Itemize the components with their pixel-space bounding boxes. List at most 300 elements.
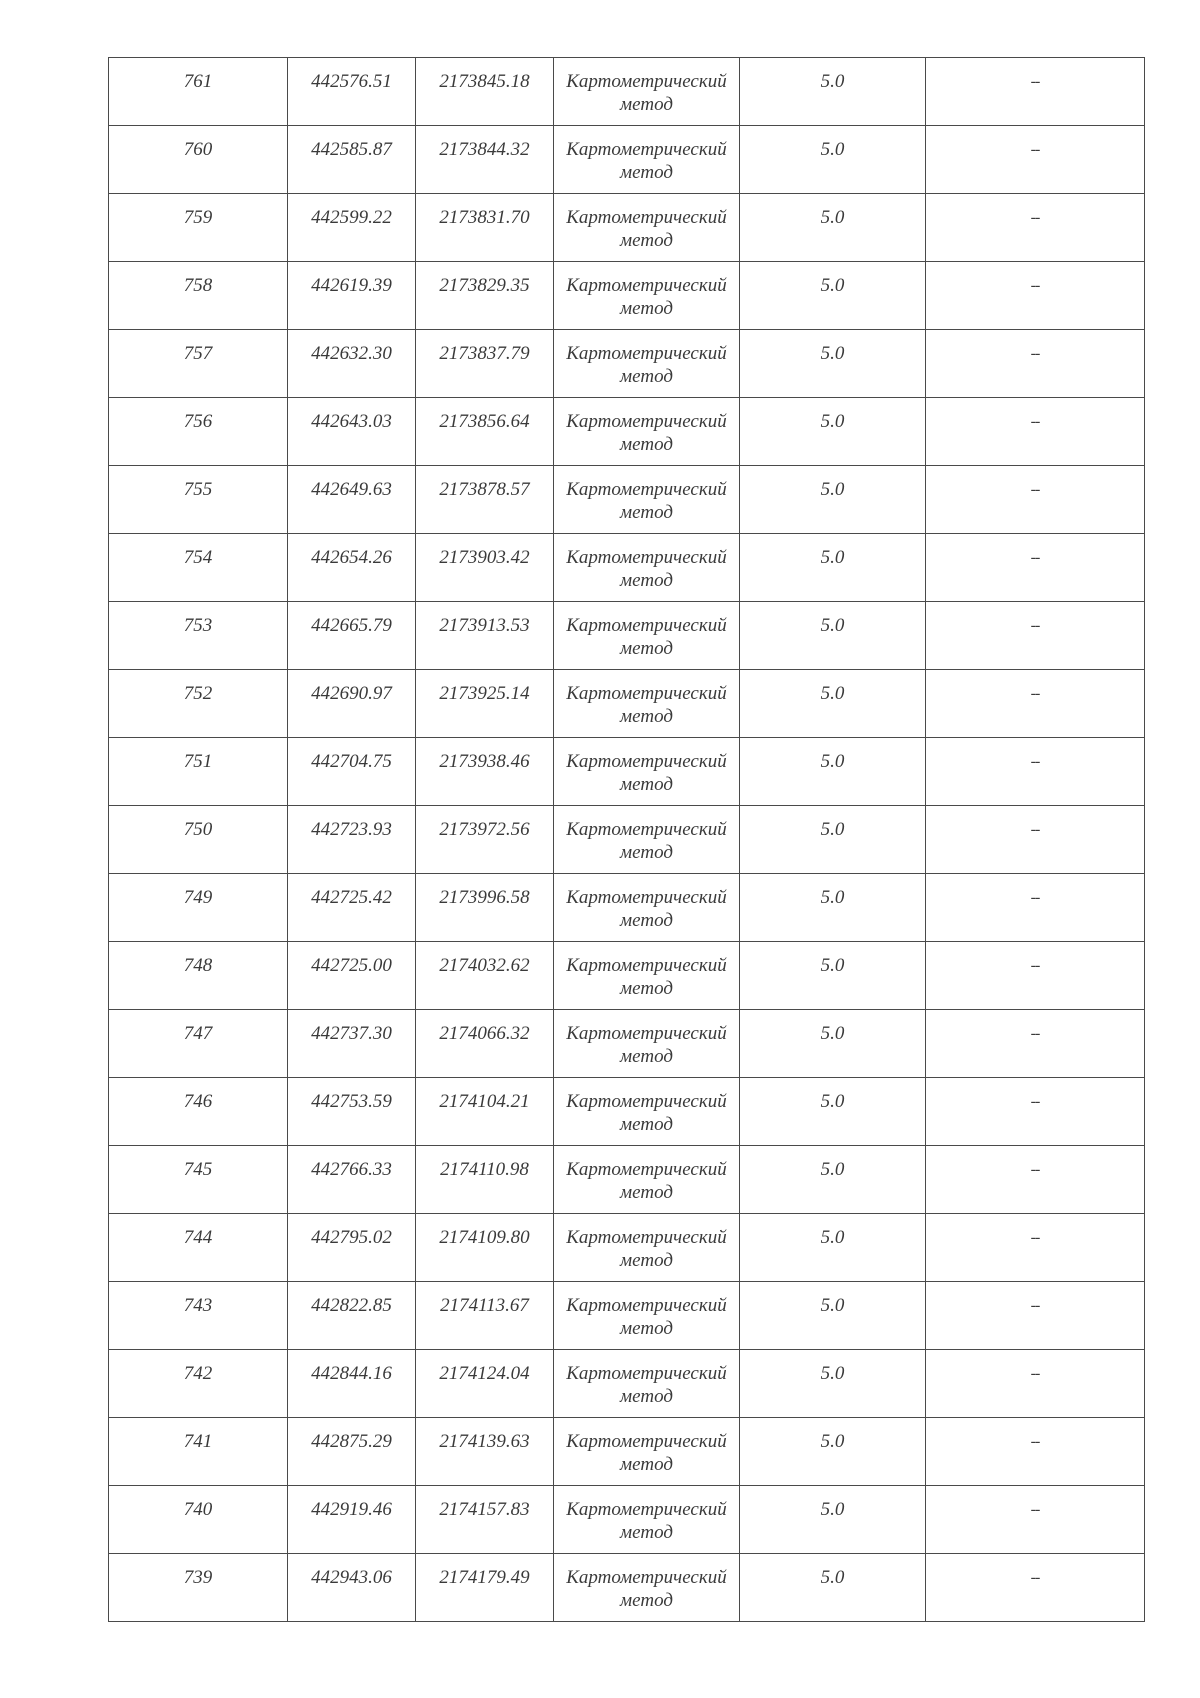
method-cell bbox=[554, 942, 740, 1010]
table-row bbox=[109, 1078, 1145, 1146]
method-value bbox=[554, 1078, 739, 1136]
accuracy-value: 5.0 bbox=[820, 887, 845, 908]
accuracy-cell bbox=[740, 398, 926, 466]
x-coordinate-cell bbox=[288, 1282, 416, 1350]
note-cell bbox=[926, 670, 1145, 738]
x-coordinate-cell bbox=[288, 466, 416, 534]
method-line-1: Картометрический bbox=[566, 1023, 727, 1044]
y-coordinate-cell bbox=[416, 1554, 554, 1622]
x-coordinate-value: 442725.00 bbox=[311, 955, 392, 976]
method-value bbox=[554, 398, 739, 456]
y-coordinate-value: 2173837.79 bbox=[439, 343, 530, 364]
x-coordinate-cell bbox=[288, 126, 416, 194]
x-coordinate-cell bbox=[288, 602, 416, 670]
method-line-1: Картометрический bbox=[566, 615, 727, 636]
y-coordinate-value: 2174139.63 bbox=[439, 1431, 530, 1452]
x-coordinate-cell bbox=[288, 398, 416, 466]
table-row bbox=[109, 398, 1145, 466]
method-line-2: метод bbox=[620, 706, 673, 727]
point-number-cell bbox=[109, 1078, 288, 1146]
x-coordinate-cell bbox=[288, 1554, 416, 1622]
method-value bbox=[554, 874, 739, 932]
point-number-value: 758 bbox=[183, 275, 213, 296]
table-row bbox=[109, 1554, 1145, 1622]
x-coordinate-value: 442654.26 bbox=[311, 547, 392, 568]
accuracy-value: 5.0 bbox=[820, 683, 845, 704]
method-value bbox=[554, 1214, 739, 1272]
note-cell bbox=[926, 126, 1145, 194]
point-number-cell bbox=[109, 126, 288, 194]
x-coordinate-cell bbox=[288, 942, 416, 1010]
method-line-1: Картометрический bbox=[566, 547, 727, 568]
accuracy-cell bbox=[740, 1010, 926, 1078]
accuracy-value: 5.0 bbox=[820, 1023, 845, 1044]
y-coordinate-value: 2173856.64 bbox=[439, 411, 530, 432]
accuracy-value: 5.0 bbox=[820, 1363, 845, 1384]
point-number-cell bbox=[109, 1350, 288, 1418]
point-number-value: 759 bbox=[183, 207, 213, 228]
point-number-value: 746 bbox=[183, 1091, 213, 1112]
note-value: -- bbox=[1030, 413, 1040, 430]
x-coordinate-cell bbox=[288, 58, 416, 126]
point-number-value: 740 bbox=[183, 1499, 213, 1520]
method-line-1: Картометрический bbox=[566, 343, 727, 364]
method-cell bbox=[554, 1078, 740, 1146]
y-coordinate-cell bbox=[416, 194, 554, 262]
method-value bbox=[554, 806, 739, 864]
method-line-2: метод bbox=[620, 570, 673, 591]
accuracy-cell bbox=[740, 738, 926, 806]
x-coordinate-cell bbox=[288, 1486, 416, 1554]
accuracy-value: 5.0 bbox=[820, 479, 845, 500]
accuracy-cell bbox=[740, 330, 926, 398]
note-cell bbox=[926, 806, 1145, 874]
coordinates-table-body bbox=[109, 58, 1145, 1622]
point-number-value: 757 bbox=[183, 343, 213, 364]
method-cell bbox=[554, 874, 740, 942]
method-value bbox=[554, 670, 739, 728]
accuracy-value: 5.0 bbox=[820, 1295, 845, 1316]
y-coordinate-cell bbox=[416, 58, 554, 126]
y-coordinate-value: 2173878.57 bbox=[439, 479, 530, 500]
method-line-2: метод bbox=[620, 978, 673, 999]
note-value: -- bbox=[1030, 1297, 1040, 1314]
method-line-2: метод bbox=[620, 910, 673, 931]
method-line-1: Картометрический bbox=[566, 207, 727, 228]
point-number-value: 747 bbox=[183, 1023, 213, 1044]
note-cell bbox=[926, 466, 1145, 534]
note-value: -- bbox=[1030, 73, 1040, 90]
method-cell bbox=[554, 466, 740, 534]
y-coordinate-value: 2174124.04 bbox=[439, 1363, 530, 1384]
note-cell bbox=[926, 1486, 1145, 1554]
method-value bbox=[554, 1350, 739, 1408]
accuracy-value: 5.0 bbox=[820, 1431, 845, 1452]
note-value: -- bbox=[1030, 889, 1040, 906]
point-number-value: 756 bbox=[183, 411, 213, 432]
accuracy-cell bbox=[740, 466, 926, 534]
method-line-2: метод bbox=[620, 1386, 673, 1407]
method-line-1: Картометрический bbox=[566, 1431, 727, 1452]
method-line-2: метод bbox=[620, 230, 673, 251]
x-coordinate-value: 442875.29 bbox=[311, 1431, 392, 1452]
table-row bbox=[109, 262, 1145, 330]
method-line-1: Картометрический bbox=[566, 71, 727, 92]
method-line-2: метод bbox=[620, 298, 673, 319]
y-coordinate-cell bbox=[416, 874, 554, 942]
table-row bbox=[109, 1146, 1145, 1214]
method-value bbox=[554, 942, 739, 1000]
table-row bbox=[109, 806, 1145, 874]
y-coordinate-value: 2173903.42 bbox=[439, 547, 530, 568]
accuracy-cell bbox=[740, 1282, 926, 1350]
method-value bbox=[554, 330, 739, 388]
y-coordinate-cell bbox=[416, 330, 554, 398]
x-coordinate-value: 442943.06 bbox=[311, 1567, 392, 1588]
y-coordinate-cell bbox=[416, 466, 554, 534]
table-row bbox=[109, 670, 1145, 738]
method-line-2: метод bbox=[620, 1454, 673, 1475]
x-coordinate-value: 442632.30 bbox=[311, 343, 392, 364]
method-value bbox=[554, 534, 739, 592]
accuracy-value: 5.0 bbox=[820, 343, 845, 364]
x-coordinate-value: 442619.39 bbox=[311, 275, 392, 296]
method-value bbox=[554, 126, 739, 184]
y-coordinate-value: 2173913.53 bbox=[439, 615, 530, 636]
x-coordinate-value: 442704.75 bbox=[311, 751, 392, 772]
note-cell bbox=[926, 1350, 1145, 1418]
accuracy-cell bbox=[740, 1078, 926, 1146]
point-number-value: 760 bbox=[183, 139, 213, 160]
method-line-1: Картометрический bbox=[566, 683, 727, 704]
y-coordinate-cell bbox=[416, 738, 554, 806]
y-coordinate-value: 2173996.58 bbox=[439, 887, 530, 908]
method-cell bbox=[554, 602, 740, 670]
method-line-1: Картометрический bbox=[566, 411, 727, 432]
accuracy-value: 5.0 bbox=[820, 1227, 845, 1248]
method-line-1: Картометрический bbox=[566, 1295, 727, 1316]
point-number-cell bbox=[109, 534, 288, 602]
y-coordinate-value: 2174032.62 bbox=[439, 955, 530, 976]
method-line-1: Картометрический bbox=[566, 955, 727, 976]
method-line-1: Картометрический bbox=[566, 275, 727, 296]
method-line-2: метод bbox=[620, 366, 673, 387]
method-line-1: Картометрический bbox=[566, 139, 727, 160]
point-number-cell bbox=[109, 1214, 288, 1282]
method-line-2: метод bbox=[620, 162, 673, 183]
y-coordinate-cell bbox=[416, 942, 554, 1010]
y-coordinate-cell bbox=[416, 534, 554, 602]
accuracy-cell bbox=[740, 194, 926, 262]
x-coordinate-value: 442723.93 bbox=[311, 819, 392, 840]
method-line-2: метод bbox=[620, 434, 673, 455]
method-line-1: Картометрический bbox=[566, 1159, 727, 1180]
point-number-value: 744 bbox=[183, 1227, 213, 1248]
table-row bbox=[109, 194, 1145, 262]
point-number-value: 753 bbox=[183, 615, 213, 636]
note-value: -- bbox=[1030, 345, 1040, 362]
point-number-value: 743 bbox=[183, 1295, 213, 1316]
point-number-cell bbox=[109, 262, 288, 330]
table-row bbox=[109, 1350, 1145, 1418]
point-number-cell bbox=[109, 58, 288, 126]
x-coordinate-value: 442822.85 bbox=[311, 1295, 392, 1316]
note-cell bbox=[926, 602, 1145, 670]
method-value bbox=[554, 58, 739, 116]
method-cell bbox=[554, 1010, 740, 1078]
y-coordinate-cell bbox=[416, 1010, 554, 1078]
accuracy-cell bbox=[740, 1146, 926, 1214]
table-row bbox=[109, 1282, 1145, 1350]
method-cell bbox=[554, 194, 740, 262]
x-coordinate-cell bbox=[288, 1146, 416, 1214]
point-number-cell bbox=[109, 1146, 288, 1214]
y-coordinate-cell bbox=[416, 602, 554, 670]
accuracy-cell bbox=[740, 602, 926, 670]
note-value: -- bbox=[1030, 957, 1040, 974]
accuracy-cell bbox=[740, 58, 926, 126]
x-coordinate-cell bbox=[288, 874, 416, 942]
y-coordinate-value: 2174157.83 bbox=[439, 1499, 530, 1520]
y-coordinate-value: 2174104.21 bbox=[439, 1091, 530, 1112]
method-cell bbox=[554, 1350, 740, 1418]
y-coordinate-cell bbox=[416, 1282, 554, 1350]
accuracy-cell bbox=[740, 1418, 926, 1486]
table-row bbox=[109, 534, 1145, 602]
note-cell bbox=[926, 874, 1145, 942]
point-number-value: 751 bbox=[183, 751, 213, 772]
note-cell bbox=[926, 1554, 1145, 1622]
note-cell bbox=[926, 398, 1145, 466]
accuracy-cell bbox=[740, 126, 926, 194]
y-coordinate-cell bbox=[416, 1146, 554, 1214]
method-line-2: метод bbox=[620, 502, 673, 523]
x-coordinate-cell bbox=[288, 738, 416, 806]
note-value: -- bbox=[1030, 1161, 1040, 1178]
method-line-2: метод bbox=[620, 94, 673, 115]
accuracy-value: 5.0 bbox=[820, 71, 845, 92]
note-value: -- bbox=[1030, 1501, 1040, 1518]
note-cell bbox=[926, 1146, 1145, 1214]
y-coordinate-value: 2173845.18 bbox=[439, 71, 530, 92]
point-number-cell bbox=[109, 602, 288, 670]
accuracy-value: 5.0 bbox=[820, 1159, 845, 1180]
x-coordinate-value: 442576.51 bbox=[311, 71, 392, 92]
accuracy-value: 5.0 bbox=[820, 1499, 845, 1520]
accuracy-value: 5.0 bbox=[820, 615, 845, 636]
accuracy-cell bbox=[740, 534, 926, 602]
point-number-cell bbox=[109, 1418, 288, 1486]
accuracy-value: 5.0 bbox=[820, 819, 845, 840]
x-coordinate-value: 442919.46 bbox=[311, 1499, 392, 1520]
accuracy-value: 5.0 bbox=[820, 955, 845, 976]
method-cell bbox=[554, 126, 740, 194]
accuracy-value: 5.0 bbox=[820, 1091, 845, 1112]
point-number-cell bbox=[109, 942, 288, 1010]
point-number-cell bbox=[109, 874, 288, 942]
point-number-cell bbox=[109, 738, 288, 806]
y-coordinate-value: 2173831.70 bbox=[439, 207, 530, 228]
table-row bbox=[109, 874, 1145, 942]
method-cell bbox=[554, 806, 740, 874]
table-row bbox=[109, 330, 1145, 398]
note-value: -- bbox=[1030, 617, 1040, 634]
x-coordinate-cell bbox=[288, 194, 416, 262]
point-number-value: 750 bbox=[183, 819, 213, 840]
x-coordinate-value: 442665.79 bbox=[311, 615, 392, 636]
y-coordinate-cell bbox=[416, 398, 554, 466]
y-coordinate-cell bbox=[416, 1418, 554, 1486]
y-coordinate-cell bbox=[416, 126, 554, 194]
accuracy-cell bbox=[740, 1214, 926, 1282]
point-number-value: 749 bbox=[183, 887, 213, 908]
accuracy-value: 5.0 bbox=[820, 139, 845, 160]
method-line-2: метод bbox=[620, 1046, 673, 1067]
method-value bbox=[554, 1146, 739, 1204]
note-value: -- bbox=[1030, 1093, 1040, 1110]
method-line-2: метод bbox=[620, 842, 673, 863]
method-line-1: Картометрический bbox=[566, 1363, 727, 1384]
method-cell bbox=[554, 330, 740, 398]
accuracy-value: 5.0 bbox=[820, 547, 845, 568]
x-coordinate-value: 442599.22 bbox=[311, 207, 392, 228]
x-coordinate-cell bbox=[288, 1418, 416, 1486]
accuracy-cell bbox=[740, 1554, 926, 1622]
y-coordinate-value: 2173972.56 bbox=[439, 819, 530, 840]
y-coordinate-value: 2173925.14 bbox=[439, 683, 530, 704]
note-value: -- bbox=[1030, 277, 1040, 294]
method-line-1: Картометрический bbox=[566, 887, 727, 908]
note-cell bbox=[926, 534, 1145, 602]
note-value: -- bbox=[1030, 821, 1040, 838]
method-cell bbox=[554, 58, 740, 126]
point-number-cell bbox=[109, 1010, 288, 1078]
x-coordinate-value: 442844.16 bbox=[311, 1363, 392, 1384]
method-cell bbox=[554, 1214, 740, 1282]
point-number-value: 755 bbox=[183, 479, 213, 500]
note-value: -- bbox=[1030, 753, 1040, 770]
method-line-1: Картометрический bbox=[566, 819, 727, 840]
accuracy-value: 5.0 bbox=[820, 275, 845, 296]
method-value bbox=[554, 602, 739, 660]
point-number-value: 752 bbox=[183, 683, 213, 704]
method-value bbox=[554, 262, 739, 320]
method-value bbox=[554, 738, 739, 796]
note-value: -- bbox=[1030, 1433, 1040, 1450]
method-line-1: Картометрический bbox=[566, 1091, 727, 1112]
note-cell bbox=[926, 58, 1145, 126]
y-coordinate-cell bbox=[416, 1214, 554, 1282]
table-row bbox=[109, 126, 1145, 194]
point-number-cell bbox=[109, 806, 288, 874]
x-coordinate-cell bbox=[288, 1350, 416, 1418]
table-row bbox=[109, 738, 1145, 806]
note-cell bbox=[926, 942, 1145, 1010]
accuracy-value: 5.0 bbox=[820, 1567, 845, 1588]
point-number-cell bbox=[109, 1282, 288, 1350]
note-value: -- bbox=[1030, 1569, 1040, 1586]
method-cell bbox=[554, 1282, 740, 1350]
point-number-value: 754 bbox=[183, 547, 213, 568]
method-value bbox=[554, 466, 739, 524]
y-coordinate-value: 2173829.35 bbox=[439, 275, 530, 296]
note-cell bbox=[926, 1282, 1145, 1350]
method-cell bbox=[554, 1418, 740, 1486]
note-cell bbox=[926, 194, 1145, 262]
point-number-cell bbox=[109, 194, 288, 262]
x-coordinate-cell bbox=[288, 330, 416, 398]
method-cell bbox=[554, 670, 740, 738]
x-coordinate-cell bbox=[288, 670, 416, 738]
point-number-cell bbox=[109, 398, 288, 466]
note-cell bbox=[926, 738, 1145, 806]
method-line-2: метод bbox=[620, 1250, 673, 1271]
point-number-value: 742 bbox=[183, 1363, 213, 1384]
accuracy-cell bbox=[740, 670, 926, 738]
accuracy-cell bbox=[740, 874, 926, 942]
point-number-cell bbox=[109, 466, 288, 534]
note-value: -- bbox=[1030, 1025, 1040, 1042]
y-coordinate-cell bbox=[416, 1350, 554, 1418]
accuracy-cell bbox=[740, 942, 926, 1010]
method-line-2: метод bbox=[620, 1114, 673, 1135]
x-coordinate-value: 442649.63 bbox=[311, 479, 392, 500]
method-line-1: Картометрический bbox=[566, 1499, 727, 1520]
method-line-1: Картометрический bbox=[566, 1567, 727, 1588]
method-line-2: метод bbox=[620, 774, 673, 795]
note-value: -- bbox=[1030, 481, 1040, 498]
note-cell bbox=[926, 262, 1145, 330]
accuracy-value: 5.0 bbox=[820, 411, 845, 432]
point-number-value: 745 bbox=[183, 1159, 213, 1180]
x-coordinate-value: 442585.87 bbox=[311, 139, 392, 160]
x-coordinate-value: 442643.03 bbox=[311, 411, 392, 432]
method-value bbox=[554, 1010, 739, 1068]
y-coordinate-cell bbox=[416, 1486, 554, 1554]
point-number-cell bbox=[109, 670, 288, 738]
method-line-2: метод bbox=[620, 1182, 673, 1203]
x-coordinate-cell bbox=[288, 1214, 416, 1282]
method-cell bbox=[554, 534, 740, 602]
method-line-1: Картометрический bbox=[566, 479, 727, 500]
method-cell bbox=[554, 1146, 740, 1214]
x-coordinate-value: 442725.42 bbox=[311, 887, 392, 908]
x-coordinate-value: 442795.02 bbox=[311, 1227, 392, 1248]
method-cell bbox=[554, 398, 740, 466]
y-coordinate-value: 2174066.32 bbox=[439, 1023, 530, 1044]
method-line-2: метод bbox=[620, 1318, 673, 1339]
note-cell bbox=[926, 1418, 1145, 1486]
method-cell bbox=[554, 1554, 740, 1622]
x-coordinate-cell bbox=[288, 262, 416, 330]
method-cell bbox=[554, 1486, 740, 1554]
y-coordinate-cell bbox=[416, 670, 554, 738]
y-coordinate-value: 2173938.46 bbox=[439, 751, 530, 772]
accuracy-value: 5.0 bbox=[820, 751, 845, 772]
method-cell bbox=[554, 262, 740, 330]
x-coordinate-cell bbox=[288, 806, 416, 874]
y-coordinate-cell bbox=[416, 1078, 554, 1146]
x-coordinate-cell bbox=[288, 1078, 416, 1146]
accuracy-cell bbox=[740, 1350, 926, 1418]
table-row bbox=[109, 602, 1145, 670]
table-row bbox=[109, 1486, 1145, 1554]
method-line-1: Картометрический bbox=[566, 751, 727, 772]
point-number-value: 739 bbox=[183, 1567, 213, 1588]
x-coordinate-cell bbox=[288, 1010, 416, 1078]
point-number-cell bbox=[109, 330, 288, 398]
note-cell bbox=[926, 1214, 1145, 1282]
